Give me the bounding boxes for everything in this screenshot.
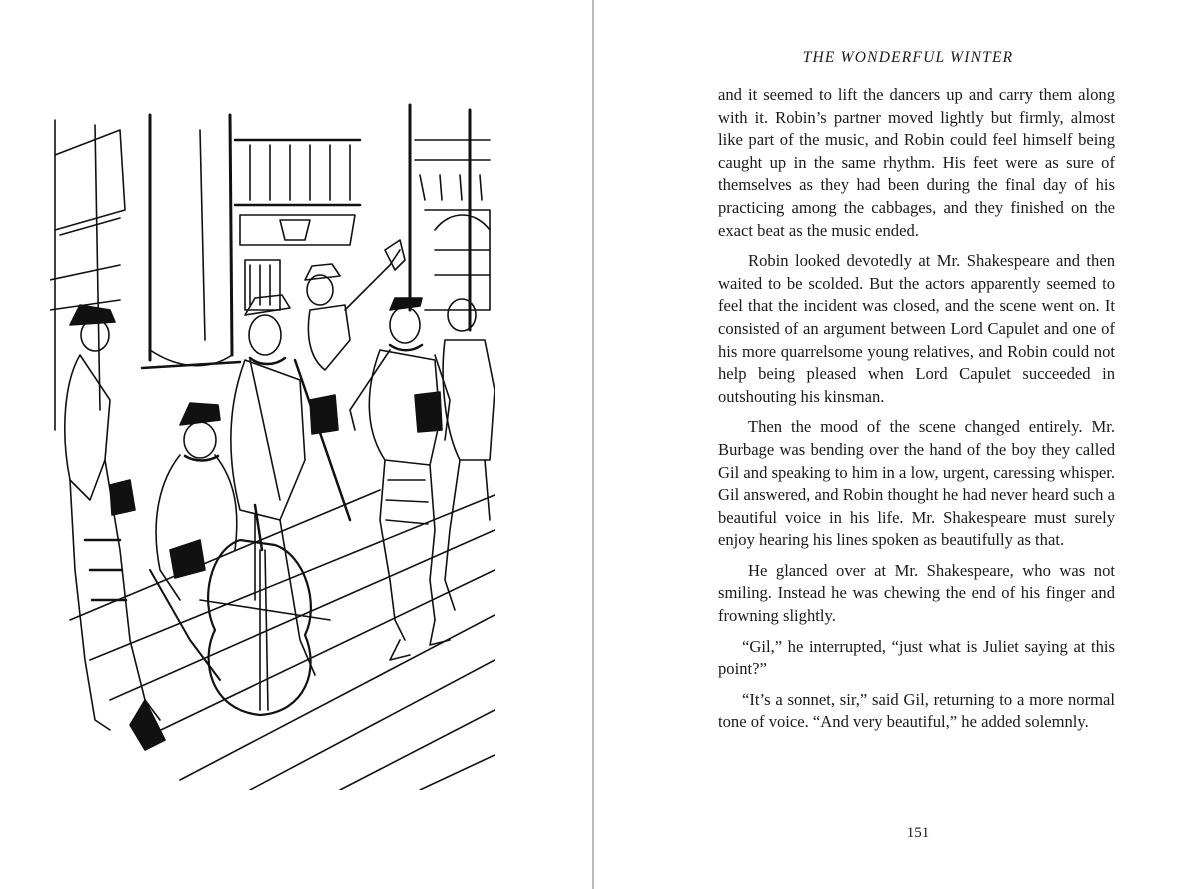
paragraph: He glanced over at Mr. Shakespeare, who was not smiling. Instead he was chewing the end of his finger and frowning slightly. [718, 560, 1115, 626]
left-page [0, 0, 592, 889]
right-page [594, 0, 1186, 889]
page-number: 151 [906, 825, 930, 841]
paragraph: Robin looked devotedly at Mr. Shakespeare and then waited to be scolded. But the actors apparently seemed to feel that the incident was closed, and the scene went on. It consisted of an argument between Lord Capulet and one of his more quarrelsome young relatives, and Robin could not help being pleased when Lord Capulet succeeded in outshouting his kinsman. [718, 251, 1115, 406]
dance-scene-illustration [50, 100, 495, 790]
body-text [718, 84, 1115, 742]
paragraph: and it seemed to lift the dancers up and carry them along with it. Robin’s partner moved lightly but firmly, almost like part of the music, and Robin could feel himself being caught up in the same rhythm. His feet were as sure of themselves as they had been during the final day of his practicing among the cabbages, and they finished on the exact beat as the music ended. [718, 85, 1115, 240]
paragraph: “Gil,” he interrupted, “just what is Juliet saying at this point?” [718, 636, 1115, 679]
paragraph: Then the mood of the scene changed entirely. Mr. Burbage was bending over the hand of the boy they called Gil and speaking to him in a low, urgent, caressing whisper. Gil answered, and Robin thought he had never heard such a beautiful voice in his life. Mr. Shakespeare must surely enjoy hearing his lines spoken as beautifully as that. [718, 417, 1115, 550]
paragraph: “It’s a sonnet, sir,” said Gil, returning to a more normal tone of voice. “And very beautiful,” he added solemnly. [718, 689, 1115, 732]
running-head: THE WONDERFUL WINTER [802, 49, 1014, 66]
